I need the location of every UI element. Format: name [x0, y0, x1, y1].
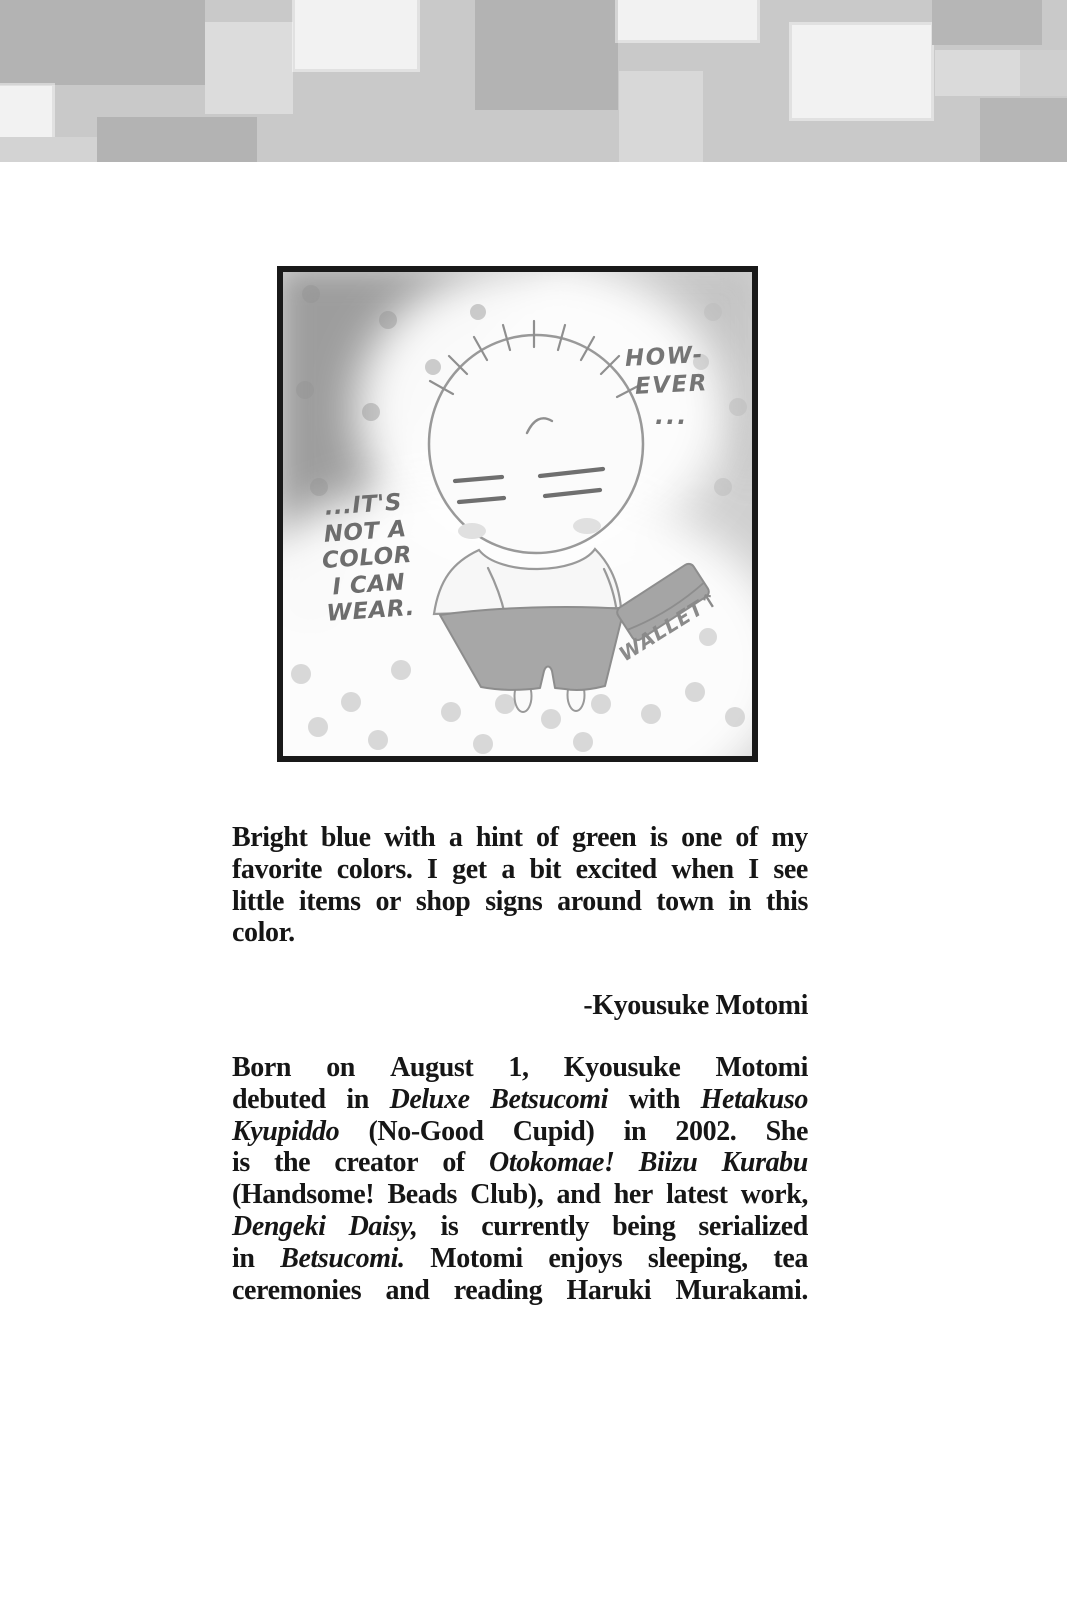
author-signature: -Kyousuke Motomi — [583, 990, 808, 1021]
text-line: Born on August 1, Kyousuke Motomi — [232, 1052, 808, 1083]
mosaic-tile — [0, 137, 97, 162]
text-line: debuted in Deluxe Betsucomi with Hetakuso — [232, 1083, 808, 1115]
text-line: (Handsome! Beads Club), and her latest work, — [232, 1179, 808, 1211]
text-line: in Betsucomi. Motomi enjoys sleeping, tea — [232, 1242, 808, 1274]
mosaic-tile — [1020, 50, 1067, 96]
mosaic-tile — [980, 98, 1067, 162]
mosaic-tile — [0, 86, 52, 137]
speech-text-aside-line: WEAR. — [325, 594, 416, 627]
speech-text-ellipsis: ... — [655, 402, 689, 430]
speech-text-however-2: EVER — [634, 370, 709, 400]
text-line: color. — [232, 917, 295, 949]
mosaic-tile — [619, 71, 703, 162]
text-line: little items or shop signs around town in this — [232, 885, 808, 917]
mosaic-tile — [475, 0, 618, 110]
wallet-caption: WALLET↑ — [614, 585, 724, 667]
text-line: Dengeki Daisy, is currently being serialized — [232, 1210, 808, 1242]
speech-text-aside-line: ...IT'S — [323, 489, 403, 521]
mosaic-tile — [0, 0, 205, 85]
text-line: is the creator of Otokomae! Biizu Kurabu — [232, 1147, 808, 1179]
text-line: ceremonies and reading Haruki Murakami. — [232, 1274, 808, 1306]
speech-text-aside-line: COLOR — [321, 541, 413, 575]
speech-text-aside-line: NOT A — [322, 515, 408, 548]
speech-text-aside — [301, 488, 434, 629]
mosaic-banner — [0, 0, 1067, 162]
mosaic-tile — [792, 25, 931, 118]
mosaic-tile — [935, 50, 1020, 96]
speech-text-however-1: HOW- — [624, 341, 705, 373]
text-line: favorite colors. I get a bit excited when I see — [232, 853, 808, 885]
text-line: Bright blue with a hint of green is one of my — [232, 822, 808, 853]
mosaic-tile — [97, 117, 257, 162]
mosaic-tile — [618, 0, 757, 40]
author-bio-paragraph — [232, 1052, 808, 1306]
mosaic-tile — [932, 0, 1042, 45]
author-note-paragraph — [232, 822, 808, 949]
speech-text-aside-line: I CAN — [331, 568, 407, 600]
mosaic-tile — [295, 0, 417, 69]
mosaic-tile — [205, 22, 293, 114]
manga-panel — [277, 266, 758, 762]
text-line: Kyupiddo (No-Good Cupid) in 2002. She — [232, 1115, 808, 1147]
